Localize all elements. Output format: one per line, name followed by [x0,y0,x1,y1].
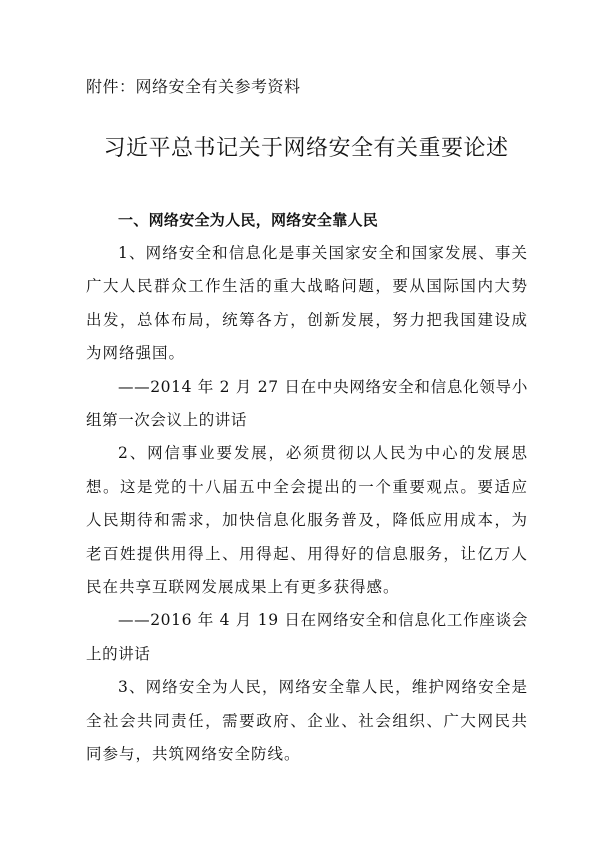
quote-source-1: ——2014 年 2 月 27 日在中央网络安全和信息化领导小组第一次会议上的讲话 [86,377,528,430]
section-heading: 一、网络安全为人民，网络安全靠人民 [118,211,379,229]
quote-paragraph-3: 3、网络安全为人民，网络安全靠人民，维护网络安全是全社会共同责任，需要政府、企业、社会组织、广大网民共同参与，共筑网络安全防线。 [86,678,528,764]
quote-paragraph-1: 1、网络安全和信息化是事关国家安全和国家发展、事关广大人民群众工作生活的重大战略问题，要从国际国内大势出发，总体布局，统筹各方，创新发展，努力把我国建设成为网络强国。 [86,244,528,363]
document-title: 习近平总书记关于网络安全有关重要论述 [103,136,509,161]
quote-source-2: ——2016 年 4 月 19 日在网络安全和信息化工作座谈会上的讲话 [86,611,528,663]
quote-paragraph-2: 2、网信事业要发展，必须贯彻以人民为中心的发展思想。这是党的十八届五中全会提出的一个重要观点。要适应人民期待和需求，加快信息化服务普及，降低应用成本，为老百姓提供用得上、用得起、用得好的信息服务，让亿万人民在共享互联网发展成果上有更多获得感。 [86,444,528,597]
document-body [86,203,528,772]
attachment-label: 附件：网络安全有关参考资料 [86,77,301,96]
